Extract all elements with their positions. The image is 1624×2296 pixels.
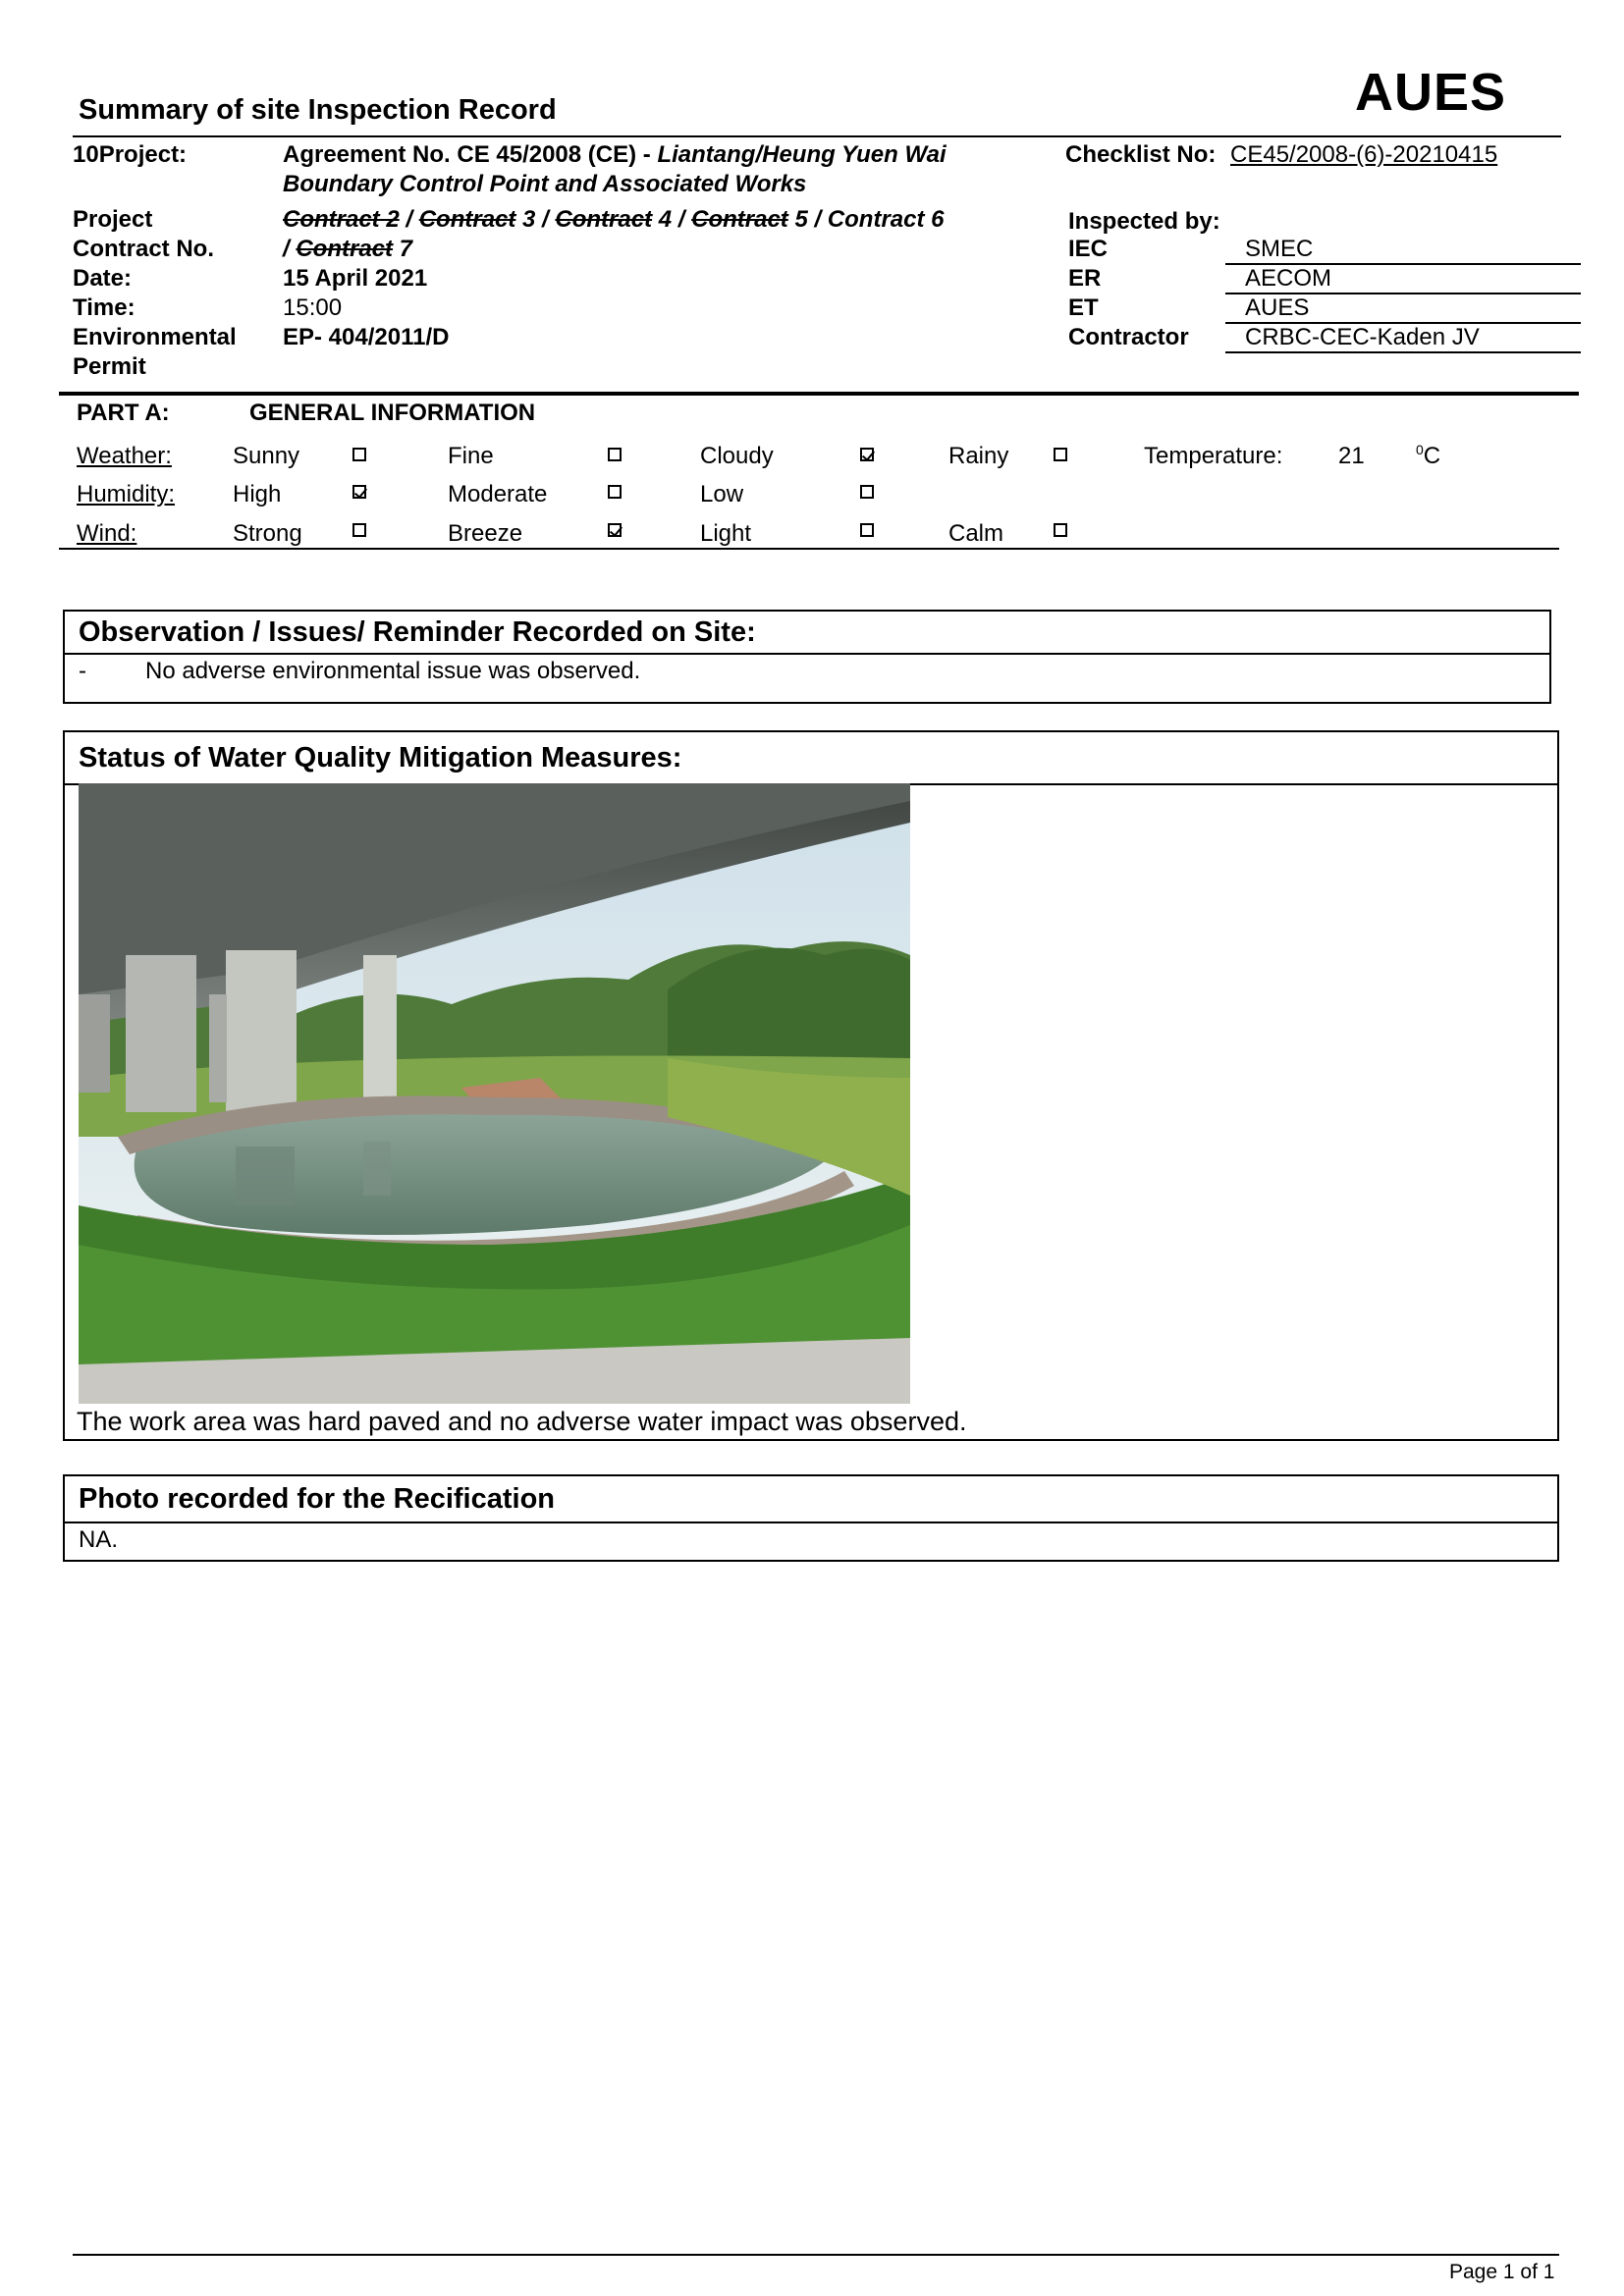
agreement-name-line2: Boundary Control Point and Associated Works bbox=[283, 171, 807, 197]
date-label: Date: bbox=[73, 265, 133, 292]
inspector-role-contractor: Contractor bbox=[1068, 324, 1189, 350]
water-quality-title: Status of Water Quality Mitigation Measures: bbox=[79, 742, 682, 774]
photo-icon bbox=[79, 783, 910, 1404]
observation-text: No adverse environmental issue was observed. bbox=[145, 658, 641, 684]
contract-sep: / bbox=[399, 206, 419, 233]
humidity-option-moderate: Moderate bbox=[448, 481, 548, 507]
wind-option-strong: Strong bbox=[233, 520, 302, 547]
humidity-high-checkbox[interactable] bbox=[352, 485, 366, 499]
degree-superscript: 0 bbox=[1416, 442, 1424, 457]
observation-header bbox=[65, 612, 1549, 655]
humidity-option-low: Low bbox=[700, 481, 744, 507]
inspector-role-er: ER bbox=[1068, 265, 1102, 292]
agreement-line1 bbox=[283, 140, 947, 170]
part-a-title: GENERAL INFORMATION bbox=[249, 400, 536, 426]
inspector-name-iec: SMEC bbox=[1245, 236, 1314, 262]
wind-option-light: Light bbox=[700, 520, 752, 547]
permit-label-line1: Environmental bbox=[73, 324, 237, 350]
checklist-number: CE45/2008-(6)-20210415 bbox=[1230, 141, 1498, 168]
contract-list-line2 bbox=[283, 235, 412, 264]
contract-sep: 4 / bbox=[652, 206, 692, 233]
agreement-name-line1: Liantang/Heung Yuen Wai bbox=[657, 141, 947, 168]
rectification-section bbox=[63, 1474, 1559, 1562]
page-number: Page 1 of 1 bbox=[1449, 2261, 1555, 2283]
wind-strong-checkbox[interactable] bbox=[352, 523, 366, 537]
weather-label: Weather: bbox=[77, 443, 172, 469]
part-a-divider bbox=[59, 392, 1579, 396]
water-quality-caption: The work area was hard paved and no adverse water impact was observed. bbox=[77, 1407, 967, 1436]
wind-label: Wind: bbox=[77, 520, 137, 547]
wind-breeze-checkbox[interactable] bbox=[608, 523, 622, 537]
inspector-role-et: ET bbox=[1068, 294, 1099, 321]
part-a-bottom-rule bbox=[59, 548, 1559, 550]
contract-struck: Contract bbox=[555, 206, 653, 233]
inspector-name-contractor: CRBC-CEC-Kaden JV bbox=[1245, 324, 1480, 350]
contract-struck: Contract bbox=[418, 206, 516, 233]
wind-calm-checkbox[interactable] bbox=[1054, 523, 1067, 537]
humidity-label: Humidity: bbox=[77, 481, 176, 507]
permit-value: EP- 404/2011/D bbox=[283, 324, 450, 350]
project-label: 10Project: bbox=[73, 141, 188, 168]
observation-bullet: - bbox=[79, 658, 86, 684]
observation-section bbox=[63, 610, 1551, 704]
contract-struck: Contract bbox=[296, 236, 394, 262]
contract-struck: Contract bbox=[691, 206, 788, 233]
contract-sep: / bbox=[283, 236, 297, 262]
inspector-name-er: AECOM bbox=[1245, 265, 1332, 292]
temperature-value: 21 bbox=[1338, 443, 1365, 469]
rectification-header bbox=[65, 1476, 1557, 1523]
temperature-unit-letter: C bbox=[1423, 443, 1441, 469]
water-quality-header bbox=[65, 732, 1557, 785]
weather-sunny-checkbox[interactable] bbox=[352, 448, 366, 461]
inspected-by-label: Inspected by: bbox=[1068, 208, 1220, 235]
time-label: Time: bbox=[73, 294, 135, 321]
part-a-label: PART A: bbox=[77, 400, 170, 426]
brand-logo: AUES bbox=[1355, 63, 1507, 122]
temperature-unit bbox=[1416, 442, 1440, 471]
inspector-role-iec: IEC bbox=[1068, 236, 1109, 262]
humidity-option-high: High bbox=[233, 481, 282, 507]
contract-label-line2: Contract No. bbox=[73, 236, 214, 262]
water-quality-section bbox=[63, 730, 1559, 1441]
wind-option-calm: Calm bbox=[948, 520, 1004, 547]
contract-list-line1 bbox=[283, 205, 945, 235]
contract-struck: Contract 2 bbox=[283, 206, 400, 233]
observation-title: Observation / Issues/ Reminder Recorded on Site: bbox=[79, 616, 756, 648]
humidity-low-checkbox[interactable] bbox=[860, 485, 874, 499]
rectification-title: Photo recorded for the Recification bbox=[79, 1483, 555, 1515]
contract-sep: 7 bbox=[393, 236, 413, 262]
weather-rainy-checkbox[interactable] bbox=[1054, 448, 1067, 461]
weather-option-sunny: Sunny bbox=[233, 443, 300, 469]
weather-option-fine: Fine bbox=[448, 443, 494, 469]
agreement-prefix: Agreement No. CE 45/2008 (CE) - bbox=[283, 141, 658, 168]
contract-label-line1: Project bbox=[73, 206, 153, 233]
contract-sep: 5 / Contract 6 bbox=[787, 206, 945, 233]
inspector-name-et: AUES bbox=[1245, 294, 1310, 321]
rectification-text: NA. bbox=[79, 1526, 119, 1553]
wind-light-checkbox[interactable] bbox=[860, 523, 874, 537]
weather-option-rainy: Rainy bbox=[948, 443, 1009, 469]
weather-cloudy-checkbox[interactable] bbox=[860, 448, 874, 461]
temperature-label: Temperature: bbox=[1144, 443, 1283, 469]
site-photo bbox=[79, 783, 910, 1404]
footer-rule bbox=[73, 2254, 1559, 2256]
humidity-moderate-checkbox[interactable] bbox=[608, 485, 622, 499]
weather-option-cloudy: Cloudy bbox=[700, 443, 774, 469]
wind-option-breeze: Breeze bbox=[448, 520, 523, 547]
time-value: 15:00 bbox=[283, 294, 343, 321]
header-divider bbox=[73, 135, 1561, 137]
form-title: Summary of site Inspection Record bbox=[79, 94, 557, 126]
contract-sep: 3 / bbox=[515, 206, 556, 233]
inspector-underline bbox=[1225, 351, 1581, 353]
date-value: 15 April 2021 bbox=[283, 265, 428, 292]
weather-fine-checkbox[interactable] bbox=[608, 448, 622, 461]
checklist-label: Checklist No: bbox=[1065, 141, 1217, 168]
permit-label-line2: Permit bbox=[73, 353, 146, 380]
